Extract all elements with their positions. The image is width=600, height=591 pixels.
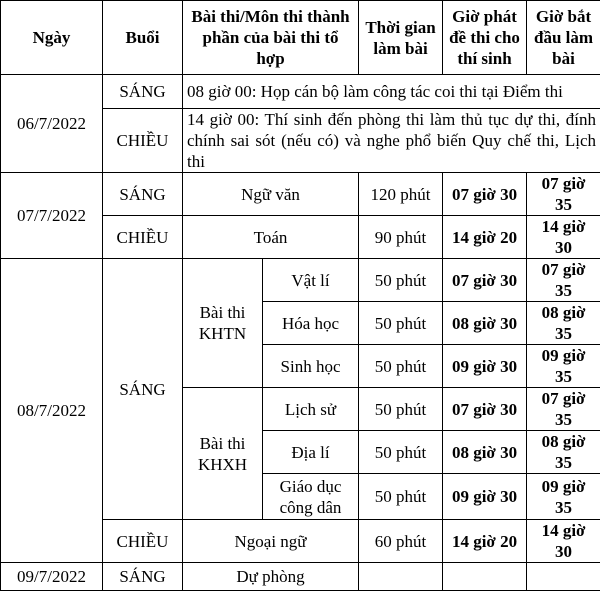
duration-cell: 60 phút	[359, 520, 443, 563]
header-buoi: Buổi	[103, 1, 183, 75]
session-cell: SÁNG	[103, 173, 183, 216]
duration-cell: 50 phút	[359, 345, 443, 388]
subject-cell: Địa lí	[263, 431, 359, 474]
hand-out-time-cell: 14 giờ 20	[443, 520, 527, 563]
note-cell: 08 giờ 00: Họp cán bộ làm công tác coi thi tại Điểm thi	[183, 75, 600, 109]
hand-out-time-cell: 08 giờ 30	[443, 431, 527, 474]
empty-cell	[527, 563, 600, 591]
note-cell: 14 giờ 00: Thí sinh đến phòng thi làm thủ tục dự thi, đính chính sai sót (nếu có) và nghe phổ biến Quy chế thi, Lịch thi	[183, 109, 600, 173]
session-cell: CHIỀU	[103, 109, 183, 173]
combined-exam-khtn: Bài thi KHTN	[183, 259, 263, 388]
start-time-cell: 09 giờ 35	[527, 474, 600, 520]
date-cell: 07/7/2022	[1, 173, 103, 259]
session-cell: SÁNG	[103, 259, 183, 520]
subject-cell: Ngữ văn	[183, 173, 359, 216]
duration-cell: 50 phút	[359, 388, 443, 431]
start-time-cell: 07 giờ 35	[527, 259, 600, 302]
subject-cell: Hóa học	[263, 302, 359, 345]
session-cell: CHIỀU	[103, 216, 183, 259]
session-cell: SÁNG	[103, 563, 183, 591]
subject-cell: Sinh học	[263, 345, 359, 388]
subject-cell: Lịch sử	[263, 388, 359, 431]
header-mon: Bài thi/Môn thi thành phần của bài thi tổ hợp	[183, 1, 359, 75]
hand-out-time-cell: 08 giờ 30	[443, 302, 527, 345]
hand-out-time-cell: 07 giờ 30	[443, 259, 527, 302]
start-time-cell: 14 giờ 30	[527, 216, 600, 259]
date-cell: 06/7/2022	[1, 75, 103, 173]
start-time-cell: 08 giờ 35	[527, 302, 600, 345]
empty-cell	[359, 563, 443, 591]
duration-cell: 50 phút	[359, 431, 443, 474]
subject-cell: Dự phòng	[183, 563, 359, 591]
header-ngay: Ngày	[1, 1, 103, 75]
subject-cell: Vật lí	[263, 259, 359, 302]
combined-exam-khxh: Bài thi KHXH	[183, 388, 263, 520]
date-cell: 08/7/2022	[1, 259, 103, 563]
hand-out-time-cell: 09 giờ 30	[443, 345, 527, 388]
start-time-cell: 07 giờ 35	[527, 388, 600, 431]
hand-out-time-cell: 14 giờ 20	[443, 216, 527, 259]
duration-cell: 90 phút	[359, 216, 443, 259]
hand-out-time-cell: 09 giờ 30	[443, 474, 527, 520]
subject-cell: Giáo dục công dân	[263, 474, 359, 520]
hand-out-time-cell: 07 giờ 30	[443, 388, 527, 431]
start-time-cell: 14 giờ 30	[527, 520, 600, 563]
hand-out-time-cell: 07 giờ 30	[443, 173, 527, 216]
duration-cell: 50 phút	[359, 474, 443, 520]
start-time-cell: 09 giờ 35	[527, 345, 600, 388]
duration-cell: 120 phút	[359, 173, 443, 216]
date-cell: 09/7/2022	[1, 563, 103, 591]
session-cell: CHIỀU	[103, 520, 183, 563]
duration-cell: 50 phút	[359, 302, 443, 345]
header-gio-phat-de: Giờ phát đề thi cho thí sinh	[443, 1, 527, 75]
session-cell: SÁNG	[103, 75, 183, 109]
subject-cell: Ngoại ngữ	[183, 520, 359, 563]
empty-cell	[443, 563, 527, 591]
header-gio-bat-dau: Giờ bắt đầu làm bài	[527, 1, 600, 75]
duration-cell: 50 phút	[359, 259, 443, 302]
start-time-cell: 08 giờ 35	[527, 431, 600, 474]
start-time-cell: 07 giờ 35	[527, 173, 600, 216]
subject-cell: Toán	[183, 216, 359, 259]
header-thoi-gian: Thời gian làm bài	[359, 1, 443, 75]
